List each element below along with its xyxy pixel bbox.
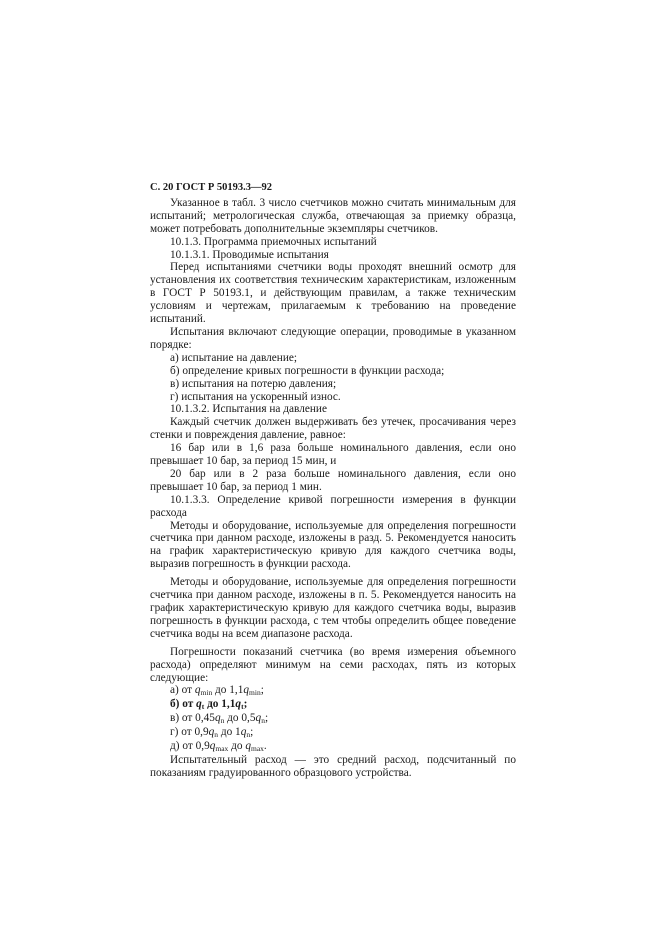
- paragraph-pressure: Каждый счетчик должен выдерживать без утечек, просачивания через стенки и повреждения давление, равное:: [150, 416, 516, 442]
- section-heading-10-1-3-3: 10.1.3.3. Определение кривой погрешности измерения в функции расхода: [150, 493, 516, 519]
- flow-item-d: г) от $0,9q_n$ до $1q_n$;: [170, 726, 254, 740]
- section-heading-10-1-3-2: 10.1.3.2. Испытания на давление: [170, 403, 327, 416]
- paragraph-methods-2: Методы и оборудование, используемые для определения погрешности счетчика при данном расходе, изложены в п. 5. Рекомендуется наносить на график характеристическую кривую для каждого счетчика воды, выразив погрешность в функции расхода, с тем чтобы определить общее поведение счетчика воды на всем диапазоне расхода.: [150, 576, 516, 640]
- section-heading-10-1-3-1: 10.1.3.1. Проводимые испытания: [170, 248, 329, 261]
- paragraph-sample-count: Указанное в табл. 3 число счетчиков можно считать минимальным для испытаний; метрологическая служба, отвечающая за приемку образца, может потребовать дополнительные экземпляры счетчиков.: [150, 196, 516, 235]
- list-item: г) испытания на ускоренный износ.: [170, 390, 341, 403]
- list-item: а) испытание на давление;: [170, 351, 298, 364]
- page-header: С. 20 ГОСТ Р 50193.3—92: [150, 182, 273, 193]
- document-page: [150, 182, 516, 780]
- section-heading-10-1-3: 10.1.3. Программа приемочных испытаний: [170, 235, 377, 248]
- paragraph-flow-errors: Погрешности показаний счетчика (во время измерения объемного расхода) определяют минимум на семи расходах, пять из которых следующие:: [150, 645, 516, 684]
- list-item: в) испытания на потерю давления;: [170, 377, 337, 390]
- paragraph-pressure-16: 16 бар или в 1,6 раза больше номинального давления, если оно превышает 10 бар, за период 15 мин, и: [150, 442, 516, 468]
- flow-item-c: в) от $0,45q_n$ до $0,5q_n$;: [170, 712, 269, 726]
- flow-item-b: б) от $q_t$ до $1,1q_t$;: [170, 698, 248, 712]
- flow-item-a: а) от $q_{min}$ до $1,1q_{min}$;: [170, 684, 264, 698]
- paragraph-pressure-20: 20 бар или в 2 раза больше номинального давления, если оно превышает 10 бар, за период 1 мин.: [150, 467, 516, 493]
- paragraph-test-flow: Испытательный расход — это средний расход, подсчитанный по показаниям градуированного образцового устройства.: [150, 753, 516, 779]
- paragraph-operations: Испытания включают следующие операции, проводимые в указанном порядке:: [150, 325, 516, 351]
- paragraph-methods-1: Методы и оборудование, используемые для определения погрешности счетчика при данном расходе, изложены в разд. 5. Рекомендуется наносить на график характеристическую кривую для каждого счетчика воды, выразив погрешность в функции расхода.: [150, 519, 516, 571]
- flow-item-e: д) от $0,9q_{max}$ до $q_{max}$.: [170, 740, 267, 754]
- list-item: б) определение кривых погрешности в функции расхода;: [170, 364, 445, 377]
- paragraph-inspection: Перед испытаниями счетчики воды проходят внешний осмотр для установления их соответствия техническим характеристикам, изложенным в ГОСТ Р 50193.1, и действующим правилам, а также техническим условиям и чертежам, прилагаемым к требованию на проведение испытаний.: [150, 261, 516, 326]
